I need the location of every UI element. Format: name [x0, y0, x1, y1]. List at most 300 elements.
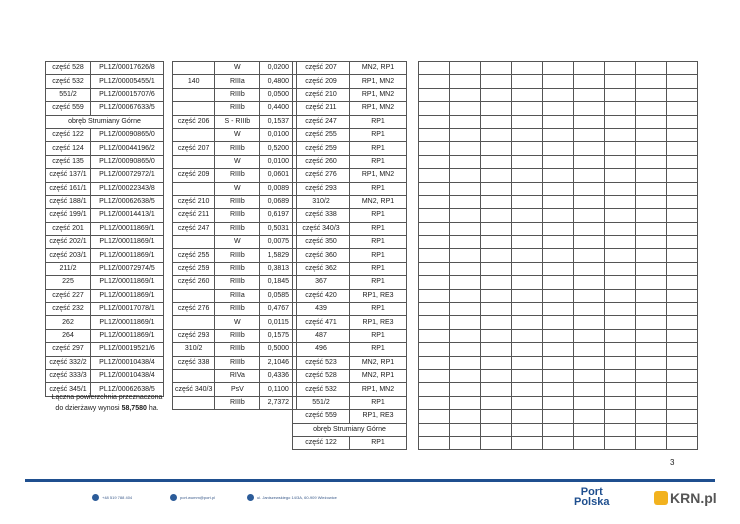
empty-cell: [450, 236, 481, 249]
land-register-cell: PL1Z/00062638/5: [91, 195, 164, 208]
area-cell: 0,0689: [260, 195, 297, 208]
empty-cell: [574, 410, 605, 423]
parcel-cell: część 199/1: [46, 209, 91, 222]
empty-cell: [543, 142, 574, 155]
empty-cell: [419, 436, 450, 449]
empty-cell: [450, 102, 481, 115]
table-row: [173, 75, 297, 88]
empty-cell: [419, 195, 450, 208]
watermark-text: KRN.pl: [670, 490, 717, 506]
empty-cell: [543, 356, 574, 369]
empty-cell: [667, 182, 698, 195]
table-row: [46, 102, 164, 115]
land-register-cell: PL1Z/00044196/2: [91, 142, 164, 155]
empty-cell: [543, 62, 574, 75]
section-heading-cell: obręb Strumiany Górne: [293, 423, 407, 436]
empty-cell: [574, 276, 605, 289]
footer-phone-text: +48 519 788 404: [102, 495, 133, 500]
empty-cell: [543, 276, 574, 289]
parcel-cell: część 276: [293, 169, 350, 182]
area-cell: 2,1046: [260, 356, 297, 369]
empty-cell: [667, 303, 698, 316]
land-register-cell: PL1Z/00011869/1: [91, 222, 164, 235]
empty-cell: [667, 209, 698, 222]
table-row: [293, 329, 407, 342]
table-row: [293, 182, 407, 195]
table-row: [293, 169, 407, 182]
parcel-cell: część 332/2: [46, 356, 91, 369]
footer-phone: [92, 494, 132, 501]
parcel-cell: część 227: [46, 289, 91, 302]
empty-cell: [605, 436, 636, 449]
land-class-cell: RIIIb: [215, 142, 260, 155]
empty-cell: [481, 222, 512, 235]
empty-cell: [481, 169, 512, 182]
empty-cell: [481, 343, 512, 356]
parcel-cell: [173, 62, 215, 75]
parcel-cell: [173, 396, 215, 409]
empty-cell: [481, 289, 512, 302]
empty-cell: [481, 182, 512, 195]
table-row: [293, 209, 407, 222]
parcel-cell: [173, 236, 215, 249]
empty-cell: [450, 396, 481, 409]
land-class-cell: W: [215, 236, 260, 249]
empty-cell: [481, 209, 512, 222]
empty-cell: [419, 343, 450, 356]
table-row: [419, 88, 698, 101]
empty-cell: [481, 262, 512, 275]
table-row: [293, 423, 407, 436]
parcel-cell: część 206: [173, 115, 215, 128]
table-row: [46, 369, 164, 382]
area-cell: 0,0100: [260, 128, 297, 141]
land-register-cell: PL1Z/00011869/1: [91, 276, 164, 289]
empty-cell: [636, 356, 667, 369]
empty-cell: [450, 289, 481, 302]
empty-cell: [667, 195, 698, 208]
parcel-cell: [173, 128, 215, 141]
empty-cell: [481, 329, 512, 342]
parcel-cell: część 202/1: [46, 236, 91, 249]
table-row: [419, 128, 698, 141]
table-row: [419, 142, 698, 155]
empty-cell: [512, 356, 543, 369]
empty-cell: [543, 396, 574, 409]
land-register-cell: PL1Z/00010438/4: [91, 356, 164, 369]
empty-cell: [574, 249, 605, 262]
empty-cell: [574, 195, 605, 208]
empty-cell: [481, 423, 512, 436]
zoning-cell: MN2, RP1: [350, 356, 407, 369]
table-row: [419, 209, 698, 222]
area-cell: 1,5829: [260, 249, 297, 262]
empty-cell: [419, 115, 450, 128]
empty-cell: [636, 195, 667, 208]
table-row: [173, 222, 297, 235]
parcel-cell: część 338: [293, 209, 350, 222]
empty-cell: [543, 102, 574, 115]
empty-cell: [512, 289, 543, 302]
table-row: [173, 396, 297, 409]
empty-cell: [636, 410, 667, 423]
table-row: [173, 316, 297, 329]
empty-cell: [512, 303, 543, 316]
empty-cell: [574, 88, 605, 101]
zoning-cell: RP1: [350, 262, 407, 275]
empty-cell: [512, 369, 543, 382]
empty-cell: [574, 182, 605, 195]
parcel-cell: część 255: [293, 128, 350, 141]
table-row: [173, 236, 297, 249]
table-row: [419, 343, 698, 356]
empty-cell: [605, 249, 636, 262]
parcel-cell: 211/2: [46, 262, 91, 275]
table-row: [46, 303, 164, 316]
empty-cell: [481, 249, 512, 262]
parcel-cell: część 276: [173, 303, 215, 316]
land-register-cell: PL1Z/00005455/1: [91, 75, 164, 88]
empty-cell: [605, 343, 636, 356]
empty-cell: [450, 75, 481, 88]
parcel-cell: część 528: [293, 369, 350, 382]
empty-cell: [481, 62, 512, 75]
parcel-cell: [173, 316, 215, 329]
empty-cell: [667, 289, 698, 302]
table-row: [293, 303, 407, 316]
empty-cell: [419, 128, 450, 141]
table-row: [293, 383, 407, 396]
table-row: [293, 222, 407, 235]
empty-cell: [543, 410, 574, 423]
table-row: [293, 62, 407, 75]
empty-cell: [574, 396, 605, 409]
empty-cell: [543, 75, 574, 88]
table-row: [46, 115, 164, 128]
empty-cell: [419, 88, 450, 101]
table-row: [419, 155, 698, 168]
table-row: [293, 155, 407, 168]
table-row: [173, 195, 297, 208]
table-row: [419, 289, 698, 302]
zoning-cell: RP1, MN2: [350, 102, 407, 115]
parcel-cell: część 122: [46, 128, 91, 141]
empty-cell: [543, 169, 574, 182]
area-cell: 0,5200: [260, 142, 297, 155]
empty-cell: [636, 155, 667, 168]
land-register-cell: PL1Z/00010438/4: [91, 369, 164, 382]
land-class-cell: RIIIb: [215, 209, 260, 222]
parcel-cell: [173, 182, 215, 195]
table-row: [173, 343, 297, 356]
parcel-cell: 367: [293, 276, 350, 289]
table-row: [419, 316, 698, 329]
empty-cell: [419, 62, 450, 75]
zoning-cell: RP1, RE3: [350, 410, 407, 423]
empty-cell: [512, 436, 543, 449]
empty-cell: [574, 343, 605, 356]
table-row: [173, 262, 297, 275]
footer-address-text: ul. Janiszewskiego 14/3A, 60-909 Wieżowice: [257, 495, 337, 500]
area-cell: 0,0500: [260, 88, 297, 101]
table-row: [419, 75, 698, 88]
empty-cell: [543, 195, 574, 208]
parcel-cell: część 259: [293, 142, 350, 155]
empty-cell: [605, 423, 636, 436]
location-icon: [247, 494, 254, 501]
empty-cell: [574, 316, 605, 329]
area-cell: 0,1575: [260, 329, 297, 342]
parcel-cell: część 232: [46, 303, 91, 316]
footer-rule: [25, 479, 715, 482]
table-row: [173, 102, 297, 115]
empty-cell: [605, 169, 636, 182]
krn-watermark: [654, 490, 717, 506]
empty-cell: [667, 222, 698, 235]
land-class-cell: RIIIb: [215, 303, 260, 316]
land-class-cell: W: [215, 62, 260, 75]
land-register-cell: PL1Z/00072972/1: [91, 169, 164, 182]
empty-cell: [419, 249, 450, 262]
empty-cell: [481, 369, 512, 382]
zoning-cell: RP1: [350, 182, 407, 195]
empty-cell: [419, 316, 450, 329]
parcel-cell: część 340/3: [293, 222, 350, 235]
land-register-cell: PL1Z/00090865/0: [91, 128, 164, 141]
empty-cell: [605, 383, 636, 396]
table-row: [419, 236, 698, 249]
table-row: [46, 222, 164, 235]
empty-cell: [605, 289, 636, 302]
empty-cell: [543, 423, 574, 436]
table-row: [46, 182, 164, 195]
empty-cell: [574, 329, 605, 342]
empty-cell: [450, 222, 481, 235]
land-register-cell: PL1Z/00019521/6: [91, 343, 164, 356]
empty-cell: [543, 369, 574, 382]
table-row: [46, 329, 164, 342]
empty-cell: [419, 383, 450, 396]
empty-cell: [605, 236, 636, 249]
land-class-cell: RIIIb: [215, 169, 260, 182]
zoning-cell: RP1: [350, 155, 407, 168]
table-row: [46, 88, 164, 101]
table-row: [293, 142, 407, 155]
empty-cell: [419, 142, 450, 155]
empty-cell: [450, 142, 481, 155]
zoning-cell: RP1: [350, 249, 407, 262]
empty-cell: [543, 155, 574, 168]
parcel-cell: część 135: [46, 155, 91, 168]
zoning-cell: RP1, RE3: [350, 316, 407, 329]
zoning-cell: RP1: [350, 436, 407, 449]
zoning-cell: MN2, RP1: [350, 369, 407, 382]
empty-cell: [574, 356, 605, 369]
parcel-cell: [173, 155, 215, 168]
empty-cell: [512, 316, 543, 329]
empty-cell: [419, 222, 450, 235]
empty-cell: [419, 303, 450, 316]
area-cell: 0,5000: [260, 343, 297, 356]
empty-cell: [605, 142, 636, 155]
empty-cell: [543, 329, 574, 342]
land-class-cell: RIIIb: [215, 262, 260, 275]
parcel-cell: część 338: [173, 356, 215, 369]
area-cell: 0,1537: [260, 115, 297, 128]
area-cell: 0,1100: [260, 383, 297, 396]
empty-cell: [667, 262, 698, 275]
table-row: [46, 356, 164, 369]
area-cell: 2,7372: [260, 396, 297, 409]
table-zoning: [292, 61, 407, 450]
phone-icon: [92, 494, 99, 501]
empty-cell: [667, 396, 698, 409]
zoning-cell: RP1: [350, 209, 407, 222]
area-cell: 0,6197: [260, 209, 297, 222]
area-cell: 0,0601: [260, 169, 297, 182]
empty-cell: [667, 142, 698, 155]
empty-cell: [450, 329, 481, 342]
empty-cell: [667, 102, 698, 115]
table-row: [419, 369, 698, 382]
parcel-cell: część 161/1: [46, 182, 91, 195]
empty-cell: [543, 303, 574, 316]
area-cell: 0,0089: [260, 182, 297, 195]
empty-cell: [450, 343, 481, 356]
parcel-cell: część 211: [173, 209, 215, 222]
empty-cell: [667, 62, 698, 75]
empty-cell: [543, 115, 574, 128]
empty-cell: [636, 316, 667, 329]
area-cell: 0,3813: [260, 262, 297, 275]
table-row: [293, 236, 407, 249]
table-row: [293, 396, 407, 409]
table-row: [293, 436, 407, 449]
table-row: [173, 249, 297, 262]
table-row: [46, 209, 164, 222]
summary-unit: ha.: [148, 405, 159, 412]
empty-cell: [636, 102, 667, 115]
empty-cell: [512, 209, 543, 222]
empty-cell: [512, 128, 543, 141]
empty-cell: [574, 383, 605, 396]
land-class-cell: RIIIb: [215, 249, 260, 262]
parcel-cell: część 211: [293, 102, 350, 115]
parcel-cell: część 210: [173, 195, 215, 208]
empty-cell: [636, 222, 667, 235]
empty-cell: [419, 276, 450, 289]
land-class-cell: RIIIa: [215, 289, 260, 302]
empty-cell: [667, 356, 698, 369]
empty-cell: [481, 155, 512, 168]
table-row: [173, 289, 297, 302]
empty-cell: [636, 75, 667, 88]
empty-cell: [419, 236, 450, 249]
land-register-cell: PL1Z/00011869/1: [91, 289, 164, 302]
parcel-cell: część 260: [173, 276, 215, 289]
empty-cell: [574, 423, 605, 436]
zoning-cell: RP1, MN2: [350, 383, 407, 396]
empty-cell: [512, 142, 543, 155]
empty-cell: [512, 62, 543, 75]
empty-cell: [450, 155, 481, 168]
land-class-cell: RIIIb: [215, 102, 260, 115]
empty-cell: [543, 436, 574, 449]
table-row: [173, 169, 297, 182]
table-row: [46, 276, 164, 289]
empty-cell: [512, 222, 543, 235]
zoning-cell: RP1: [350, 128, 407, 141]
parcel-cell: część 559: [46, 102, 91, 115]
empty-cell: [450, 276, 481, 289]
table-row: [419, 115, 698, 128]
parcel-cell: część 523: [293, 356, 350, 369]
summary-line1: Łączna powierzchnia przeznaczona: [51, 394, 163, 401]
parcel-cell: 439: [293, 303, 350, 316]
table-row: [293, 195, 407, 208]
table-row: [419, 383, 698, 396]
parcel-cell: część 207: [173, 142, 215, 155]
empty-cell: [481, 356, 512, 369]
table-row: [419, 410, 698, 423]
empty-cell: [543, 343, 574, 356]
empty-cell: [574, 169, 605, 182]
zoning-cell: RP1: [350, 329, 407, 342]
land-register-cell: PL1Z/00090865/0: [91, 155, 164, 168]
land-register-cell: PL1Z/00022343/8: [91, 182, 164, 195]
table-row: [293, 276, 407, 289]
empty-cell: [574, 142, 605, 155]
empty-cell: [419, 289, 450, 302]
empty-cell: [481, 276, 512, 289]
empty-cell: [512, 410, 543, 423]
table-row: [293, 369, 407, 382]
parcel-cell: [173, 102, 215, 115]
empty-cell: [574, 209, 605, 222]
empty-cell: [450, 369, 481, 382]
table-row: [419, 303, 698, 316]
parcel-cell: część 528: [46, 62, 91, 75]
empty-cell: [636, 128, 667, 141]
empty-cell: [605, 369, 636, 382]
empty-cell: [450, 383, 481, 396]
empty-cell: [636, 249, 667, 262]
empty-cell: [512, 396, 543, 409]
empty-cell: [605, 209, 636, 222]
empty-cell: [512, 329, 543, 342]
house-icon: [654, 491, 668, 505]
land-class-cell: RIIIb: [215, 276, 260, 289]
empty-cell: [636, 289, 667, 302]
empty-cell: [512, 249, 543, 262]
parcel-cell: część 297: [46, 343, 91, 356]
empty-cell: [574, 369, 605, 382]
area-cell: 0,4767: [260, 303, 297, 316]
empty-cell: [667, 410, 698, 423]
parcel-cell: część 340/3: [173, 383, 215, 396]
table-row: [293, 102, 407, 115]
empty-cell: [512, 276, 543, 289]
land-class-cell: RIIIa: [215, 75, 260, 88]
empty-cell: [543, 88, 574, 101]
table-row: [46, 142, 164, 155]
area-cell: 0,0100: [260, 155, 297, 168]
parcel-cell: część 201: [46, 222, 91, 235]
parcel-cell: 310/2: [173, 343, 215, 356]
zoning-cell: MN2, RP1: [350, 62, 407, 75]
zoning-cell: RP1: [350, 396, 407, 409]
empty-cell: [419, 329, 450, 342]
